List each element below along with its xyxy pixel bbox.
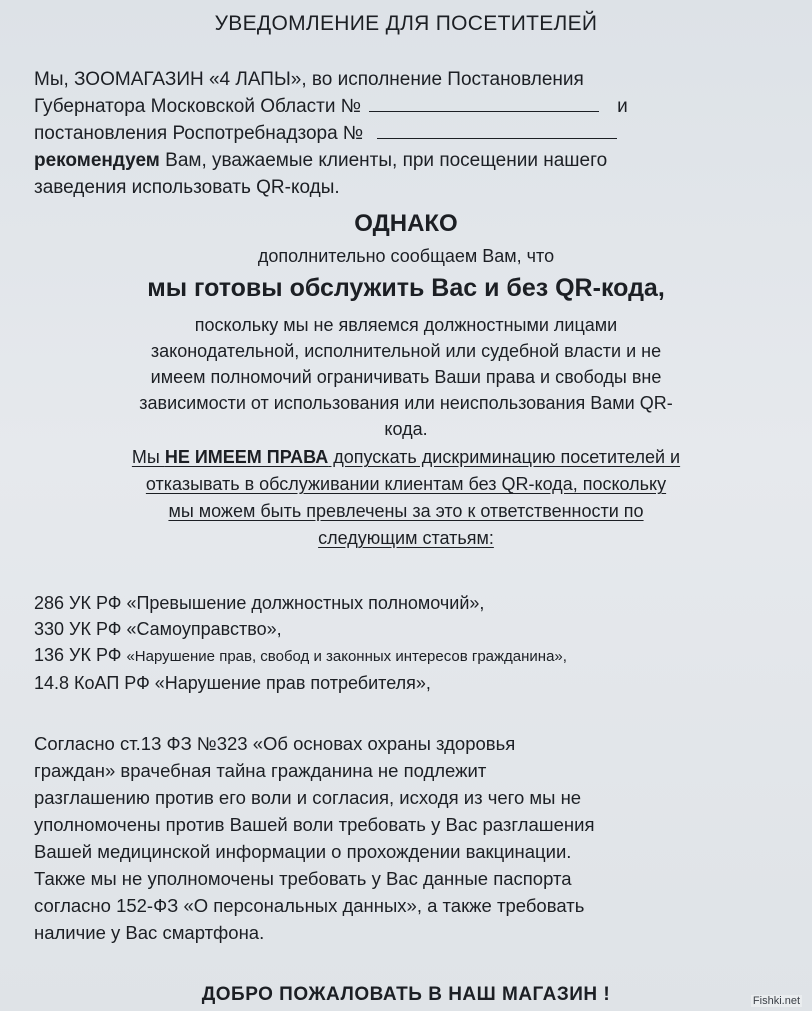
rights-line: мы можем быть превлечены за это к ответственности по [168, 501, 644, 521]
reason-line: законодательной, исполнительной или судебной власти и не [150, 341, 662, 361]
intro-line-governor [34, 93, 774, 120]
however-heading: ОДНАКО [354, 210, 458, 237]
no-right-paragraph [34, 444, 778, 552]
notice-title: УВЕДОМЛЕНИЕ ДЛЯ ПОСЕТИТЕЛЕЙ [214, 12, 598, 35]
reason-line: имеем полномочий ограничивать Ваши права и свободы вне [150, 367, 662, 387]
reason-line: кода. [384, 419, 428, 439]
rights-line: следующим статьям: [318, 528, 494, 548]
intro-text: постановления Роспотребнадзора № [34, 123, 364, 144]
article-line: уполномочены против Вашей воли требовать у Вас разглашения [34, 814, 595, 835]
intro-line [34, 147, 774, 174]
reason-paragraph [40, 312, 772, 442]
rights-line [34, 444, 778, 471]
rights-text: Мы [131, 447, 165, 467]
law-item: 330 УК РФ «Самоуправство», [34, 619, 282, 639]
law-code: 136 УК РФ [34, 645, 127, 665]
rights-text: допускать дискриминацию посетителей и [328, 447, 681, 467]
medical-secrecy-paragraph [34, 730, 780, 946]
rights-line: отказывать в обслуживании клиентам без QR-кода, поскольку [145, 474, 667, 494]
additional-notice: дополнительно сообщаем Вам, что [257, 246, 555, 266]
law-text: «Нарушение прав, свобод и законных интересов гражданина», [126, 648, 567, 665]
law-item: 14.8 КоАП РФ «Нарушение прав потребителя», [34, 673, 431, 693]
law-articles-list [34, 590, 794, 696]
serve-without-qr: мы готовы обслужить Вас и без QR-кода, [147, 274, 665, 302]
article-line: Вашей медицинской информации о прохождении вакцинации. [34, 841, 572, 862]
reason-line: зависимости от использования или неиспользования Вами QR- [139, 393, 673, 413]
article-line: граждан» врачебная тайна гражданина не подлежит [34, 760, 487, 781]
blank-field [369, 93, 599, 112]
article-line: Согласно ст.13 ФЗ №323 «Об основах охраны здоровья [34, 733, 516, 754]
article-line: согласно 152-ФЗ «О персональных данных», а также требовать [34, 895, 585, 916]
intro-paragraph [34, 66, 774, 201]
article-line: Также мы не уполномочены требовать у Вас данные паспорта [34, 868, 572, 889]
intro-line: заведения использовать QR-коды. [34, 177, 340, 198]
intro-text: и [617, 96, 628, 117]
intro-text: Губернатора Московской Области № [34, 96, 362, 117]
law-item: 286 УК РФ «Превышение должностных полномочий», [34, 593, 485, 613]
blank-field [377, 120, 617, 139]
intro-text: Вам, уважаемые клиенты, при посещении нашего [159, 150, 608, 171]
article-line: разглашению против его воли и согласия, исходя из чего мы не [34, 787, 582, 808]
watermark: Fishki.net [752, 995, 800, 1007]
no-right-emphasis: НЕ ИМЕЕМ ПРАВА [164, 447, 329, 467]
intro-line-rospotreb [34, 120, 774, 147]
reason-line: поскольку мы не являемся должностными лицами [194, 315, 618, 335]
welcome-footer: ДОБРО ПОЖАЛОВАТЬ В НАШ МАГАЗИН ! [201, 984, 611, 1005]
law-item [34, 642, 794, 670]
recommend-word: рекомендуем [34, 150, 160, 171]
intro-line: Мы, ЗООМАГАЗИН «4 ЛАПЫ», во исполнение Постановления [34, 69, 584, 90]
article-line: наличие у Вас смартфона. [34, 922, 265, 943]
